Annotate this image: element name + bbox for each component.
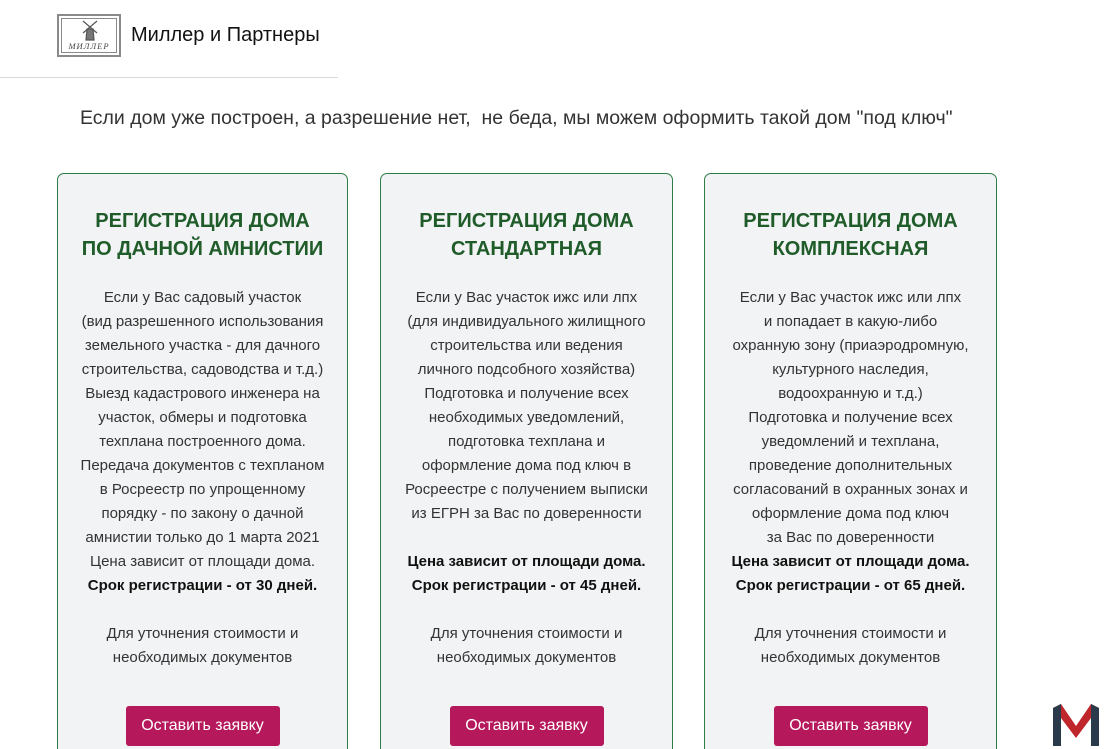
card-note-line: необходимых документов <box>112 649 293 666</box>
card-text-line: Передача документов с техпланом <box>80 457 325 474</box>
card-term: Срок регистрации - от 65 дней. <box>735 577 966 594</box>
card-title-line: РЕГИСТРАЦИЯ ДОМА <box>419 210 634 232</box>
card-text-line: (для индивидуального жилищного <box>407 313 646 330</box>
card-spacer <box>705 598 996 622</box>
card-title <box>705 207 996 263</box>
submit-request-button[interactable]: Оставить заявку <box>450 706 604 746</box>
card-text-line: строительства или ведения <box>430 337 623 354</box>
card-text-line: оформление дома под ключ в <box>421 457 632 474</box>
logo-text: МИЛЛЕР <box>68 41 110 51</box>
card-text-line: проведение дополнительных <box>748 457 953 474</box>
card-price-note: Цена зависит от площади дома. <box>407 553 646 570</box>
site-header <box>0 0 338 78</box>
card-title-line: КОМПЛЕКСНАЯ <box>772 238 929 260</box>
card-text-line: строительства, садоводства и т.д.) <box>81 361 324 378</box>
card-text-line: Росреестре с получением выписки <box>405 481 648 498</box>
card-text-line: техплана построенного дома. <box>99 433 306 450</box>
card-note-line: Для уточнения стоимости и <box>430 625 623 642</box>
card-text-line: и попадает в какую-либо <box>763 313 938 330</box>
card-description <box>705 286 996 670</box>
card-text-line: водоохранную и т.д.) <box>778 385 923 402</box>
brand-m-icon[interactable] <box>1051 702 1101 746</box>
service-card-complex <box>704 173 997 749</box>
card-price-note: Цена зависит от площади дома. <box>731 553 970 570</box>
card-title-line: ПО ДАЧНОЙ АМНИСТИИ <box>81 238 324 260</box>
card-text-line: амнистии только до 1 марта 2021 <box>85 529 320 546</box>
card-title-line: РЕГИСТРАЦИЯ ДОМА <box>95 210 310 232</box>
card-text-line: (вид разрешенного использования <box>81 313 324 330</box>
card-note-line: Для уточнения стоимости и <box>106 625 299 642</box>
card-note-line: необходимых документов <box>436 649 617 666</box>
card-note-line: необходимых документов <box>760 649 941 666</box>
card-description <box>58 286 347 670</box>
card-text-line: Подготовка и получение всех <box>748 409 953 426</box>
submit-request-button[interactable]: Оставить заявку <box>774 706 928 746</box>
card-term: Срок регистрации - от 30 дней. <box>87 577 318 594</box>
card-text-line: в Росреестр по упрощенному <box>99 481 306 498</box>
card-spacer <box>381 598 672 622</box>
card-text-line: оформление дома под ключ <box>751 505 950 522</box>
card-text-line: культурного наследия, <box>772 361 929 378</box>
card-spacer <box>381 526 672 550</box>
card-text-line: личного подсобного хозяйства) <box>417 361 636 378</box>
card-title <box>381 207 672 263</box>
page-headline: Если дом уже построен, а разрешение нет, не беда, мы можем оформить такой дом "под ключ" <box>80 107 953 129</box>
card-price-note: Цена зависит от площади дома. <box>89 553 316 570</box>
card-title-line: РЕГИСТРАЦИЯ ДОМА <box>743 210 958 232</box>
card-text-line: подготовка техплана и <box>447 433 606 450</box>
card-text-line: охранную зону (приаэродромную, <box>732 337 969 354</box>
card-description <box>381 286 672 670</box>
card-term: Срок регистрации - от 45 дней. <box>411 577 642 594</box>
card-text-line: Подготовка и получение всех <box>424 385 629 402</box>
service-card-amnesty <box>57 173 348 749</box>
company-name[interactable]: Миллер и Партнеры <box>131 24 320 46</box>
card-text-line: Если у Вас садовый участок <box>103 289 302 306</box>
card-text-line: согласований в охранных зонах и <box>733 481 968 498</box>
card-text-line: Выезд кадастрового инженера на <box>85 385 320 402</box>
card-text-line: из ЕГРН за Вас по доверенности <box>411 505 642 522</box>
card-title-line: СТАНДАРТНАЯ <box>450 238 603 260</box>
card-spacer <box>58 598 347 622</box>
service-card-standard <box>380 173 673 749</box>
card-text-line: земельного участка - для дачного <box>84 337 321 354</box>
card-text-line: порядку - по закону о дачной <box>101 505 304 522</box>
company-logo[interactable] <box>57 14 121 57</box>
card-text-line: Если у Вас участок ижс или лпх <box>739 289 962 306</box>
card-text-line: участок, обмеры и подготовка <box>98 409 307 426</box>
card-title <box>58 207 347 263</box>
windmill-logo-icon <box>81 19 99 41</box>
card-text-line: необходимых уведомлений, <box>428 409 625 426</box>
card-text-line: за Вас по доверенности <box>766 529 935 546</box>
submit-request-button[interactable]: Оставить заявку <box>126 706 280 746</box>
card-text-line: Если у Вас участок ижс или лпх <box>415 289 638 306</box>
card-note-line: Для уточнения стоимости и <box>754 625 947 642</box>
card-text-line: уведомлений и техплана, <box>761 433 940 450</box>
